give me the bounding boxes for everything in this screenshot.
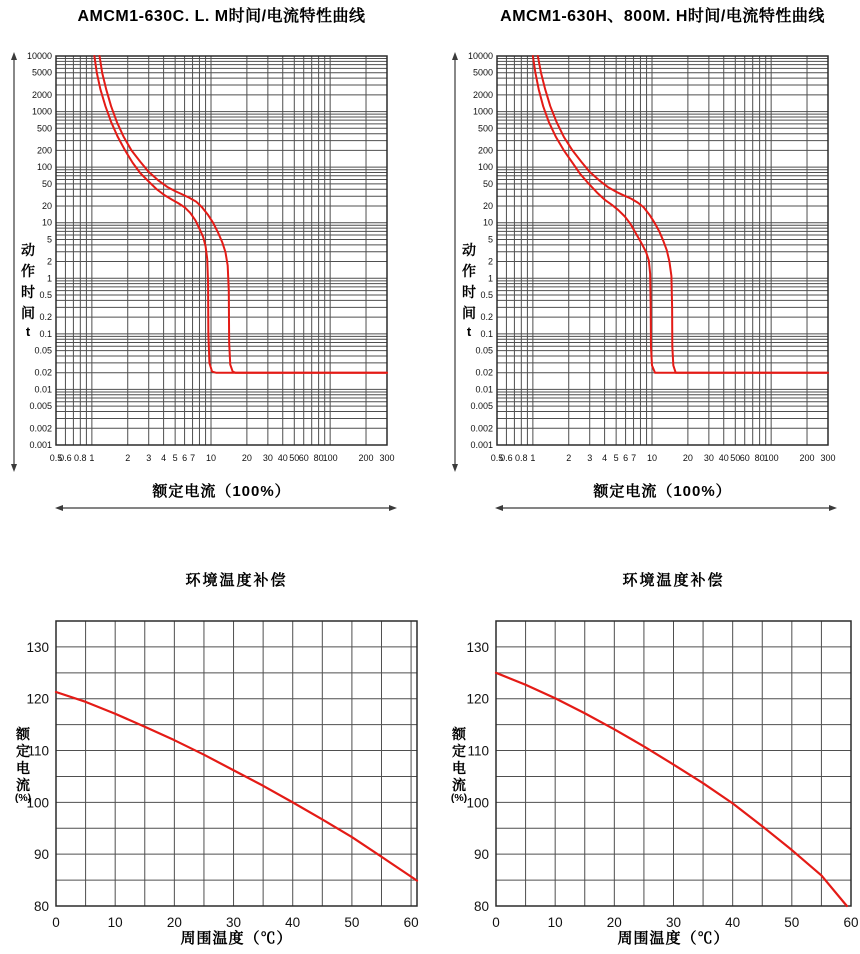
svg-text:30: 30	[225, 915, 242, 930]
svg-text:0.001: 0.001	[470, 440, 493, 450]
svg-text:300: 300	[379, 453, 395, 463]
svg-text:80: 80	[754, 453, 765, 463]
svg-text:20: 20	[682, 453, 693, 463]
svg-text:60: 60	[298, 453, 309, 463]
svg-text:1: 1	[89, 453, 95, 463]
svg-text:1000: 1000	[31, 106, 52, 117]
svg-text:6: 6	[182, 453, 188, 463]
svg-text:90: 90	[33, 847, 49, 863]
y-axis-label-pct-left: (%)	[14, 792, 32, 804]
svg-text:60: 60	[403, 915, 419, 930]
svg-text:10: 10	[41, 217, 52, 228]
svg-text:200: 200	[799, 453, 815, 463]
svg-text:50: 50	[344, 915, 360, 930]
svg-text:200: 200	[358, 453, 374, 463]
svg-text:50: 50	[41, 178, 52, 189]
y-axis-label-rated-current-pct-right: 额 定 电 流	[452, 726, 466, 793]
svg-text:120: 120	[26, 691, 49, 707]
svg-text:5000: 5000	[31, 67, 52, 78]
y-axis-label-t-right: t	[466, 324, 472, 339]
svg-text:300: 300	[820, 453, 836, 463]
svg-text:0.5: 0.5	[480, 290, 493, 300]
svg-text:0.05: 0.05	[34, 345, 52, 356]
svg-text:50: 50	[730, 453, 741, 463]
svg-text:200: 200	[477, 145, 493, 156]
svg-text:0.1: 0.1	[39, 328, 52, 339]
svg-text:500: 500	[477, 123, 493, 134]
temp-comp-chart-left-plot-canvas	[0, 560, 440, 954]
svg-text:10: 10	[482, 217, 493, 228]
svg-text:500: 500	[36, 123, 52, 134]
svg-text:2: 2	[46, 256, 52, 267]
tcc-chart-630clm-plot-canvas	[0, 0, 440, 530]
svg-text:200: 200	[36, 145, 52, 156]
chart-title-tcc-630clm: AMCM1-630C. L. M时间/电流特性曲线	[77, 8, 366, 25]
y-axis-label-t-left: t	[25, 324, 31, 339]
svg-text:20: 20	[482, 201, 493, 211]
svg-text:10000: 10000	[26, 51, 52, 61]
derating-curve	[56, 692, 417, 881]
svg-text:20: 20	[166, 915, 182, 930]
svg-text:60: 60	[739, 453, 750, 463]
svg-text:120: 120	[466, 691, 489, 707]
svg-text:2000: 2000	[472, 89, 493, 100]
svg-text:0.2: 0.2	[39, 312, 52, 323]
svg-text:10: 10	[205, 453, 217, 463]
svg-text:100: 100	[466, 795, 489, 811]
svg-text:3: 3	[587, 453, 593, 463]
y-axis-label-pct-right: (%)	[450, 792, 468, 804]
svg-text:0.02: 0.02	[34, 367, 52, 378]
svg-text:0.8: 0.8	[515, 453, 528, 463]
tcc-chart-630h-800mh-plot-canvas	[440, 0, 860, 530]
svg-text:0: 0	[492, 915, 500, 930]
svg-text:5000: 5000	[472, 67, 493, 78]
y-axis-label-operating-time-left: 动 作 时 间	[21, 242, 35, 321]
svg-text:0.8: 0.8	[74, 453, 87, 463]
svg-text:5: 5	[487, 234, 493, 245]
svg-text:40: 40	[285, 915, 301, 930]
chart-title-temp-comp-left: 环境温度补偿	[185, 572, 288, 589]
svg-text:0: 0	[52, 915, 60, 930]
svg-text:110: 110	[27, 743, 49, 759]
svg-text:40: 40	[718, 453, 729, 463]
svg-text:0.005: 0.005	[470, 401, 493, 412]
svg-text:0.02: 0.02	[475, 367, 493, 378]
svg-text:0.5: 0.5	[49, 453, 63, 463]
svg-text:30: 30	[262, 453, 273, 463]
svg-text:1000: 1000	[472, 106, 493, 117]
svg-text:10: 10	[107, 915, 123, 930]
svg-text:0.005: 0.005	[29, 401, 52, 412]
svg-text:10: 10	[646, 453, 658, 463]
svg-text:50: 50	[482, 178, 493, 189]
svg-text:2: 2	[125, 453, 131, 463]
chart-title-temp-comp-right: 环境温度补偿	[622, 572, 725, 589]
svg-text:1: 1	[530, 453, 536, 463]
svg-text:0.002: 0.002	[29, 423, 52, 434]
svg-text:2000: 2000	[31, 89, 52, 100]
svg-text:80: 80	[473, 899, 489, 914]
svg-text:130: 130	[466, 639, 489, 655]
svg-text:0.2: 0.2	[480, 312, 493, 323]
svg-text:100: 100	[322, 453, 338, 463]
trip-curve-max	[538, 56, 828, 373]
svg-text:60: 60	[843, 915, 859, 930]
svg-text:50: 50	[784, 915, 800, 930]
svg-text:0.1: 0.1	[480, 328, 493, 339]
derating-curve	[496, 673, 847, 906]
svg-text:20: 20	[41, 201, 52, 211]
x-axis-label-rated-current-right: 额定电流（100%）	[593, 483, 732, 500]
chart-title-tcc-630h-800mh: AMCM1-630H、800M. H时间/电流特性曲线	[500, 8, 825, 25]
svg-text:5: 5	[172, 453, 178, 463]
x-axis-label-ambient-temp-right: 周围温度（℃）	[617, 930, 730, 947]
svg-text:100: 100	[477, 162, 493, 173]
svg-text:130: 130	[26, 639, 49, 655]
svg-text:2: 2	[566, 453, 572, 463]
svg-text:0.01: 0.01	[475, 384, 493, 395]
svg-text:20: 20	[606, 915, 622, 930]
svg-text:0.002: 0.002	[470, 423, 493, 434]
svg-text:80: 80	[33, 899, 49, 914]
x-axis-label-ambient-temp-left: 周围温度（℃）	[180, 930, 293, 947]
trip-curve-min	[533, 56, 828, 373]
svg-text:30: 30	[703, 453, 714, 463]
svg-text:2: 2	[487, 256, 493, 267]
svg-text:40: 40	[725, 915, 741, 930]
svg-text:0.01: 0.01	[34, 384, 52, 395]
svg-text:20: 20	[241, 453, 252, 463]
svg-text:100: 100	[36, 162, 52, 173]
svg-text:0.05: 0.05	[475, 345, 493, 356]
y-axis-label-rated-current-pct-left: 额 定 电 流	[16, 726, 30, 793]
trip-curve-max	[100, 56, 387, 373]
svg-text:0.6: 0.6	[500, 453, 513, 463]
svg-text:5: 5	[46, 234, 52, 245]
svg-text:7: 7	[190, 453, 196, 463]
svg-text:90: 90	[473, 847, 489, 863]
svg-text:100: 100	[26, 795, 49, 811]
svg-text:3: 3	[146, 453, 152, 463]
svg-text:10000: 10000	[467, 51, 493, 61]
svg-text:0.5: 0.5	[490, 453, 504, 463]
svg-text:0.001: 0.001	[29, 440, 52, 450]
svg-text:10: 10	[547, 915, 563, 930]
svg-text:4: 4	[161, 453, 167, 463]
svg-text:6: 6	[623, 453, 629, 463]
svg-text:110: 110	[467, 743, 489, 759]
trip-curve-min	[94, 56, 387, 373]
svg-text:4: 4	[602, 453, 608, 463]
svg-text:50: 50	[289, 453, 300, 463]
temp-comp-chart-right-plot-canvas	[440, 560, 860, 954]
svg-text:0.5: 0.5	[39, 290, 52, 300]
x-axis-label-rated-current-left: 额定电流（100%）	[152, 483, 291, 500]
svg-text:1: 1	[487, 273, 493, 284]
svg-text:5: 5	[613, 453, 619, 463]
svg-text:0.6: 0.6	[59, 453, 72, 463]
svg-text:40: 40	[277, 453, 288, 463]
svg-text:100: 100	[763, 453, 779, 463]
svg-text:7: 7	[631, 453, 637, 463]
svg-text:80: 80	[313, 453, 324, 463]
y-axis-label-operating-time-right: 动 作 时 间	[462, 242, 476, 321]
svg-text:30: 30	[665, 915, 682, 930]
svg-text:1: 1	[46, 273, 52, 284]
